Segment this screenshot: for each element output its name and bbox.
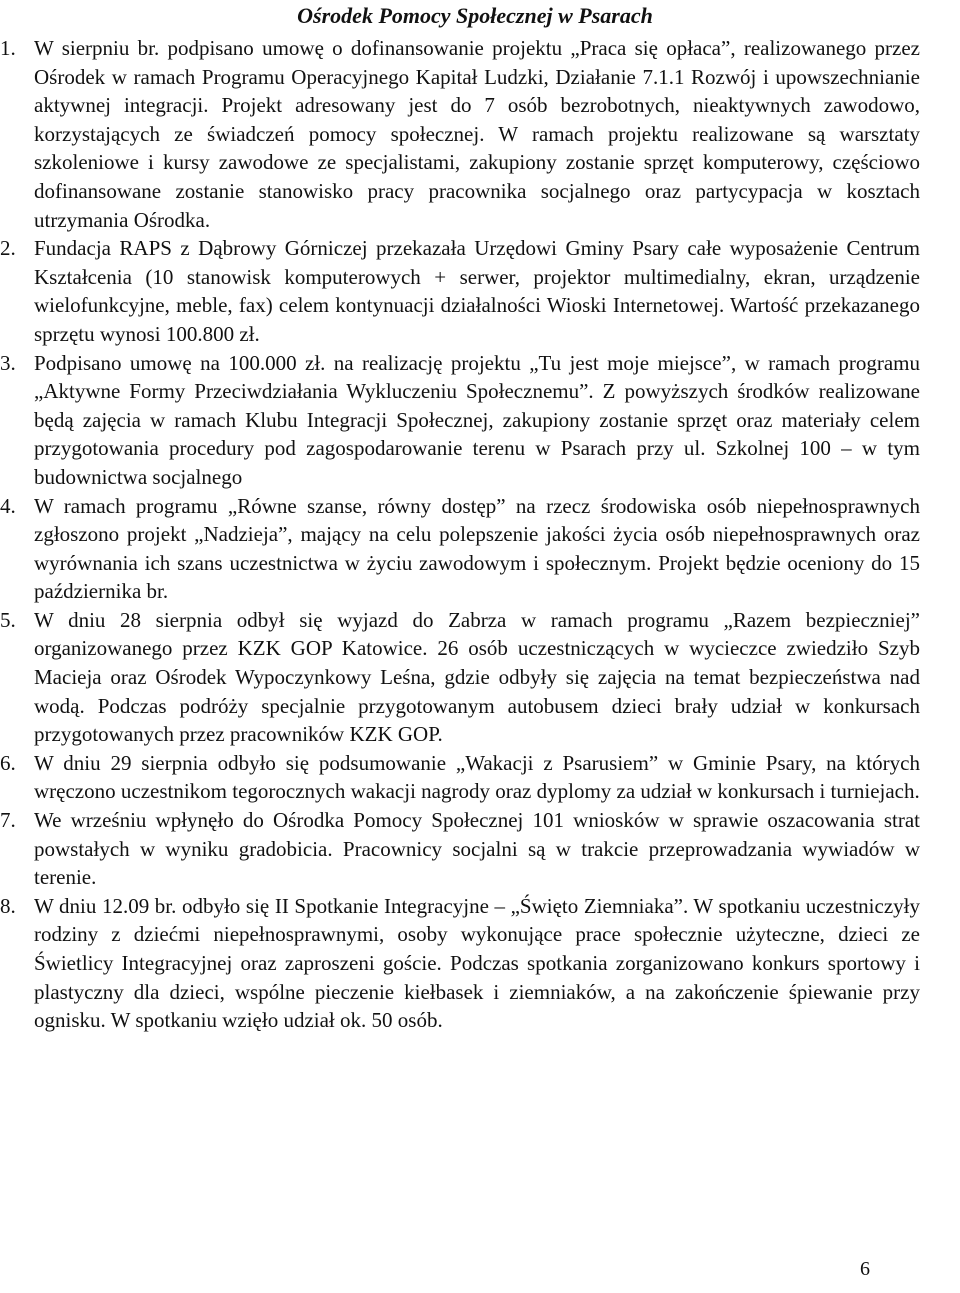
item-text: Fundacja RAPS z Dąbrowy Górniczej przekazała Urzędowi Gminy Psary całe wyposażenie Centrum Kształcenia (10 stanowisk komputerowych + serwer, projektor multimedialny, ekran, urządzenie wielofunkcyjne, meble, fax) celem kontynuacji działalności Wioski Internetowej. Wartość przekazanego sprzętu wynosi 100.800 zł. [34,236,920,346]
page-number: 6 [860,1258,870,1280]
item-text: W sierpniu br. podpisano umowę o dofinansowanie projektu „Praca się opłaca”, realizowanego przez Ośrodek w ramach Programu Operacyjnego Kapitał Ludzki, Działanie 7.1.1 Rozwój i upowszechnianie aktywnej integracji. Projekt adresowany jest do 7 osób bezrobotnych, nieaktywnych zawodowo, korzystających ze świadczeń pomocy społecznej. W ramach projektu realizowane są warsztaty szkoleniowe i kursy zawodowe ze specjalistami, zakupiony zostanie sprzęt komputerowy, częściowo dofinansowane zostanie stanowisko pracy pracownika socjalnego oraz partycypacja w kosztach utrzymania Ośrodka. [34,36,920,232]
item-number: 8. [0,893,16,918]
item-number: 4. [0,493,16,518]
item-number: 2. [0,236,16,261]
item-text: W dniu 29 sierpnia odbyło się podsumowanie „Wakacji z Psarusiem” w Gminie Psary, na których wręczono uczestnikom tegorocznych wakacji nagrody oraz dyplomy za udział w konkursach i turniejach. [34,750,920,804]
item-number: 3. [0,350,16,375]
item-number: 7. [0,808,16,833]
list-item [0,492,920,606]
item-list [0,34,920,1035]
list-item [0,34,920,234]
list-item [0,749,920,806]
item-text: W dniu 28 sierpnia odbył się wyjazd do Zabrza w ramach programu „Razem bezpieczniej” organizowanego przez KZK GOP Katowice. 26 osób uczestniczących w wycieczce zwiedziło Szyb Macieja oraz Ośrodek Wypoczynkowy Leśna, gdzie odbyły się zajęcia na temat bezpieczeństwa nad wodą. Podczas podróży specjalnie przygotowanym autobusem dzieci brały udział w konkursach przygotowanych przez pracowników KZK GOP. [34,607,920,747]
item-text: W dniu 12.09 br. odbyło się II Spotkanie Integracyjne – „Święto Ziemniaka”. W spotkaniu uczestniczyły rodziny z dziećmi niepełnosprawnymi, osoby wykonujące prace społecznie użyteczne, dzieci ze Świetlicy Integracyjnej oraz zaproszeni goście. Podczas spotkania zorganizowano konkurs sportowy i plastyczny dla dzieci, wspólne pieczenie kiełbasek i ziemniaków, a na zakończenie śpiewanie przy ognisku. W spotkaniu wzięło udział ok. 50 osób. [34,893,920,1033]
list-item [0,606,920,749]
list-item [0,806,920,892]
list-item [0,892,920,1035]
item-text: Podpisano umowę na 100.000 zł. na realizację projektu „Tu jest moje miejsce”, w ramach programu „Aktywne Formy Przeciwdziałania Wykluczeniu Społecznemu”. Z powyższych środków realizowane będą zajęcia w ramach Klubu Integracji Społecznej, zakupiony zostanie sprzęt oraz materiały celem przygotowania procedury pod zagospodarowanie terenu w Psarach przy ul. Szkolnej 100 – w tym budownictwa socjalnego [34,350,920,489]
list-item [0,349,920,492]
item-number: 1. [0,36,16,60]
item-number: 6. [0,750,16,775]
list-item [0,234,920,348]
item-text: W ramach programu „Równe szanse, równy dostęp” na rzecz środowiska osób niepełnosprawnych zgłoszono projekt „Nadzieja”, mający na celu polepszenie jakości życia osób niepełnosprawnych oraz wyrównania ich szans uczestnictwa w życiu zawodowym i społecznym. Projekt będzie oceniony do 15 października br. [34,493,920,604]
item-text: We wrześniu wpłynęło do Ośrodka Pomocy Społecznej 101 wniosków w sprawie oszacowania strat powstałych w wyniku gradobicia. Pracownicy socjalni są w trakcie przeprowadzania wywiadów w terenie. [34,808,920,890]
page-title: Ośrodek Pomocy Społecznej w Psarach [297,3,653,28]
item-number: 5. [0,607,16,632]
